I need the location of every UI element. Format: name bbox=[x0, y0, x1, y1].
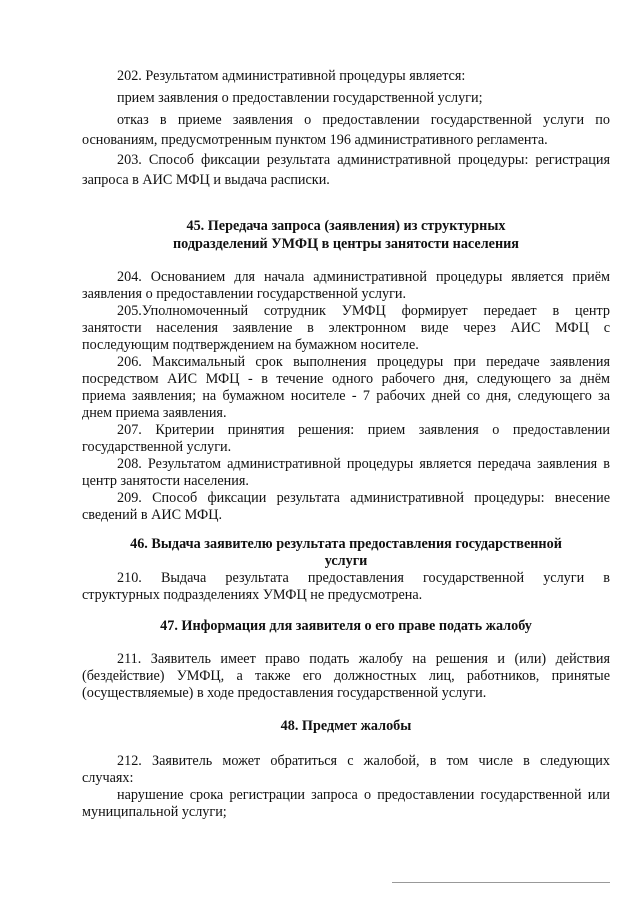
paragraph-208-line-1: 208. Результатом административной процедуры является передача заявления в bbox=[117, 456, 610, 472]
paragraph-206-line-1: 206. Максимальный срок выполнения процедуры при передаче заявления bbox=[117, 354, 610, 370]
paragraph-203-line-1: 203. Способ фиксации результата административной процедуры: регистрация bbox=[117, 152, 610, 168]
paragraph-212-line-1: 212. Заявитель может обратиться с жалобой, в том числе в следующих bbox=[117, 753, 610, 769]
paragraph-212a-line-1: нарушение срока регистрации запроса о предоставлении государственной или bbox=[117, 787, 610, 803]
paragraph-207-line-2: государственной услуги. bbox=[82, 439, 232, 455]
section-45-heading-line-1: 45. Передача запроса (заявления) из структурных bbox=[186, 218, 506, 234]
section-46-heading-line-2: услуги bbox=[324, 553, 368, 569]
page-bottom-rule bbox=[392, 882, 610, 883]
paragraph-205-line-3: последующим подтверждением на бумажном носителе. bbox=[82, 337, 419, 353]
paragraph-207-line-1: 207. Критерии принятия решения: прием заявления о предоставлении bbox=[117, 422, 610, 438]
paragraph-206-line-4: днем приема заявления. bbox=[82, 405, 227, 421]
paragraph-202-line-1: 202. Результатом административной процедуры является: bbox=[117, 68, 466, 84]
paragraph-205-line-2: занятости населения заявление в электронном виде через АИС МФЦ с bbox=[82, 320, 610, 336]
paragraph-211-line-1: 211. Заявитель имеет право подать жалобу на решения и (или) действия bbox=[117, 651, 610, 667]
paragraph-206-line-2: посредством АИС МФЦ - в течение одного рабочего дня, следующего за днём bbox=[82, 371, 610, 387]
paragraph-208-line-2: центр занятости населения. bbox=[82, 473, 249, 489]
paragraph-209-line-2: сведений в АИС МФЦ. bbox=[82, 507, 223, 523]
paragraph-211-line-3: (осуществляемые) в ходе предоставления государственной услуги. bbox=[82, 685, 487, 701]
paragraph-202a-line-1: прием заявления о предоставлении государственной услуги; bbox=[117, 90, 483, 106]
paragraph-210-line-1: 210. Выдача результата предоставления государственной услуги в bbox=[117, 570, 610, 586]
paragraph-212a-line-2: муниципальной услуги; bbox=[82, 804, 227, 820]
section-47-heading: 47. Информация для заявителя о его праве подать жалобу bbox=[160, 618, 532, 634]
section-48-heading: 48. Предмет жалобы bbox=[280, 718, 412, 734]
section-45-heading-line-2: подразделений УМФЦ в центры занятости населения bbox=[173, 236, 519, 252]
paragraph-204-line-2: заявления о предоставлении государственной услуги. bbox=[82, 286, 407, 302]
paragraph-202b-line-1: отказ в приеме заявления о предоставлении государственной услуги по bbox=[117, 112, 610, 128]
paragraph-211-line-2: (бездействие) УМФЦ, а также его должностных лиц, работников, принятые bbox=[82, 668, 610, 684]
paragraph-203-line-2: запроса в АИС МФЦ и выдача расписки. bbox=[82, 172, 330, 188]
paragraph-202b-line-2: основаниям, предусмотренным пунктом 196 административного регламента. bbox=[82, 132, 548, 148]
paragraph-205-line-1: 205.Уполномоченный сотрудник УМФЦ формирует передает в центр bbox=[117, 303, 610, 319]
section-46-heading-line-1: 46. Выдача заявителю результата предоставления государственной bbox=[130, 536, 562, 552]
paragraph-212-line-2: случаях: bbox=[82, 770, 134, 786]
paragraph-204-line-1: 204. Основанием для начала административной процедуры является приём bbox=[117, 269, 610, 285]
paragraph-206-line-3: приема заявления; на бумажном носителе - 7 рабочих дней со дня, следующего за bbox=[82, 388, 610, 404]
paragraph-209-line-1: 209. Способ фиксации результата административной процедуры: внесение bbox=[117, 490, 610, 506]
paragraph-210-line-2: структурных подразделениях УМФЦ не предусмотрена. bbox=[82, 587, 423, 603]
